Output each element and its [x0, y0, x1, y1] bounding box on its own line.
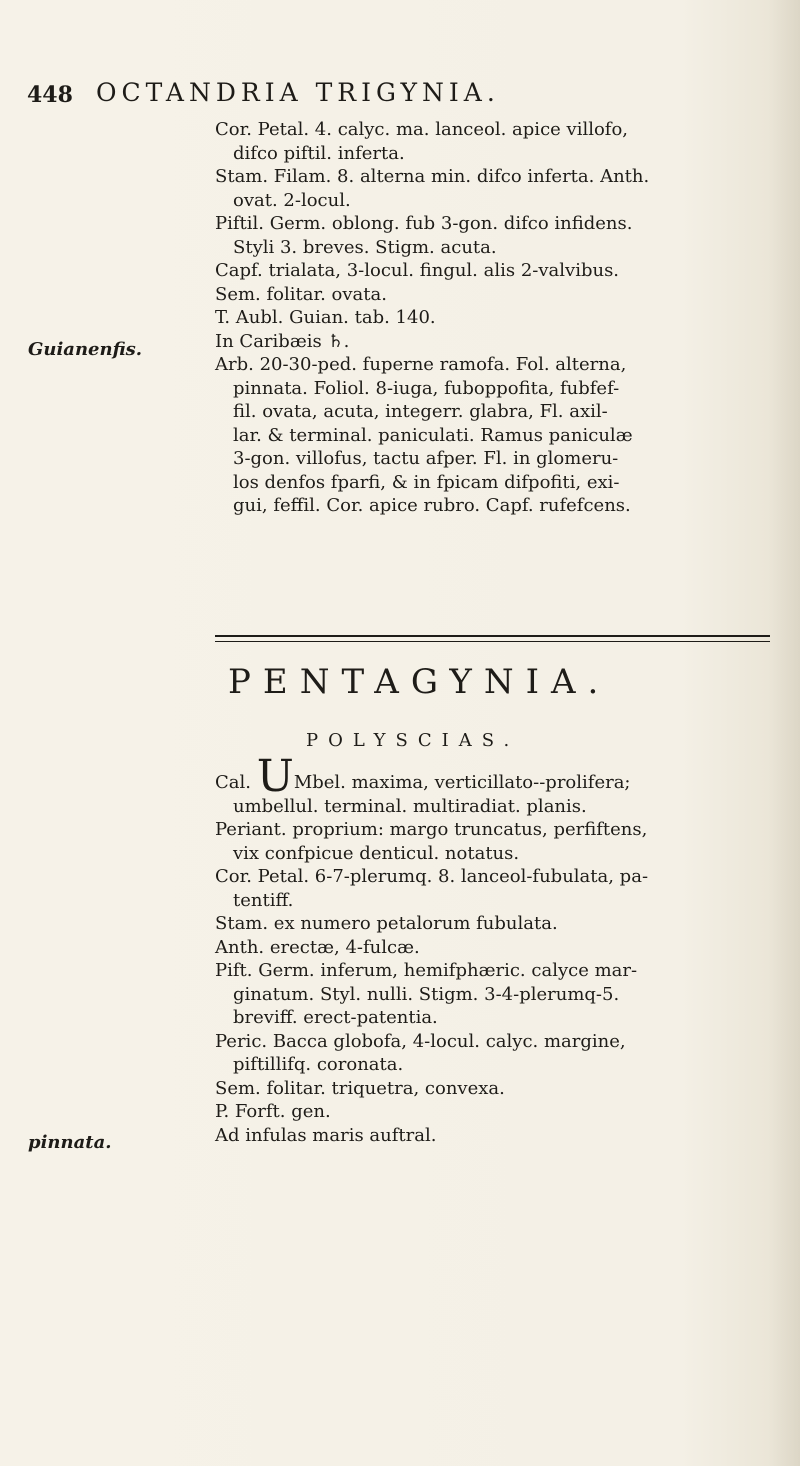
text-line: piftillifq. coronata.: [233, 1054, 404, 1075]
text-line: ginatum. Styl. nulli. Stigm. 3-4-plerumq-5.: [233, 983, 620, 1005]
text-line: In Caribæis ♄.: [215, 330, 350, 352]
genus-title: POLYSCIAS.: [306, 730, 520, 751]
text-line: Pift. Germ. inferum, hemifphæric. calyce mar-: [215, 960, 638, 981]
text-line: Cor. Petal. 4. calyc. ma. lanceol. apice villofo,: [215, 119, 629, 140]
running-head: OCTANDRIA TRIGYNIA.: [96, 78, 500, 107]
upper-description-block: [215, 118, 775, 518]
text-line: ovat. 2-locul.: [233, 189, 351, 211]
text-line: Piftil. Germ. oblong. fub 3-gon. difco infidens.: [215, 213, 633, 234]
text-line: fil. ovata, acuta, integerr. glabra, Fl. axil-: [233, 401, 608, 422]
species-margin-label-pinnata: pinnata.: [28, 1132, 112, 1153]
text-line: difco piftil. inferta.: [233, 142, 405, 164]
text-line: Stam. Filam. 8. alterna min. difco inferta. Anth.: [215, 166, 650, 187]
text-line: Sem. folitar. ovata.: [215, 283, 387, 305]
section-divider-rule: [215, 635, 770, 642]
text-line: Ad infulas maris auftral.: [215, 1124, 437, 1146]
text-line: P. Forft. gen.: [215, 1101, 331, 1122]
text-line: 3-gon. villofus, tactu afper. Fl. in glomeru-: [233, 448, 619, 469]
text-line: Capf. trialata, 3-locul. fingul. alis 2-valvibus.: [215, 260, 620, 281]
text-line: los denfos fparfi, & in fpicam difpofiti, exi-: [233, 471, 620, 493]
text-line: vix confpicue denticul. notatus.: [233, 842, 520, 864]
lower-description-block: [215, 751, 775, 1147]
text-line: pinnata. Foliol. 8-iuga, fuboppofita, fubfef-: [233, 377, 620, 399]
text-line: tentiff.: [233, 889, 294, 911]
text-line: breviff. erect-patentia.: [233, 1007, 438, 1028]
text-line: Anth. erectæ, 4-fulcæ.: [215, 936, 420, 958]
text-line: umbellul. terminal. multiradiat. planis.: [233, 795, 587, 817]
calyx-label: Cal.: [215, 772, 251, 793]
text-line: Cor. Petal. 6-7-plerumq. 8. lanceol-fubulata, pa-: [215, 866, 649, 887]
text-line: Arb. 20-30-ped. fuperne ramofa. Fol. alterna,: [215, 354, 627, 375]
text-line: lar. & terminal. paniculati. Ramus paniculæ: [233, 424, 633, 446]
page-number: 448: [27, 82, 73, 108]
text-line: Stam. ex numero petalorum fubulata.: [215, 913, 558, 934]
text-line: Periant. proprium: margo truncatus, perfiftens,: [215, 819, 648, 840]
text-line: Peric. Bacca globofa, 4-locul. calyc. margine,: [215, 1030, 626, 1052]
species-margin-label-guianensis: Guianenfis.: [28, 339, 143, 360]
text-line: Styli 3. breves. Stigm. acuta.: [233, 236, 497, 258]
text-line-first: [215, 751, 775, 802]
text-line: T. Aubl. Guian. tab. 140.: [215, 307, 436, 328]
text-line: gui, feffil. Cor. apice rubro. Capf. rufefcens.: [233, 495, 631, 516]
dropcap-letter: U: [256, 751, 294, 802]
text-line: Sem. folitar. triquetra, convexa.: [215, 1077, 505, 1099]
first-line-rest: Mbel. maxima, verticillato--prolifera;: [293, 772, 631, 793]
section-title: PENTAGYNIA.: [228, 662, 611, 702]
